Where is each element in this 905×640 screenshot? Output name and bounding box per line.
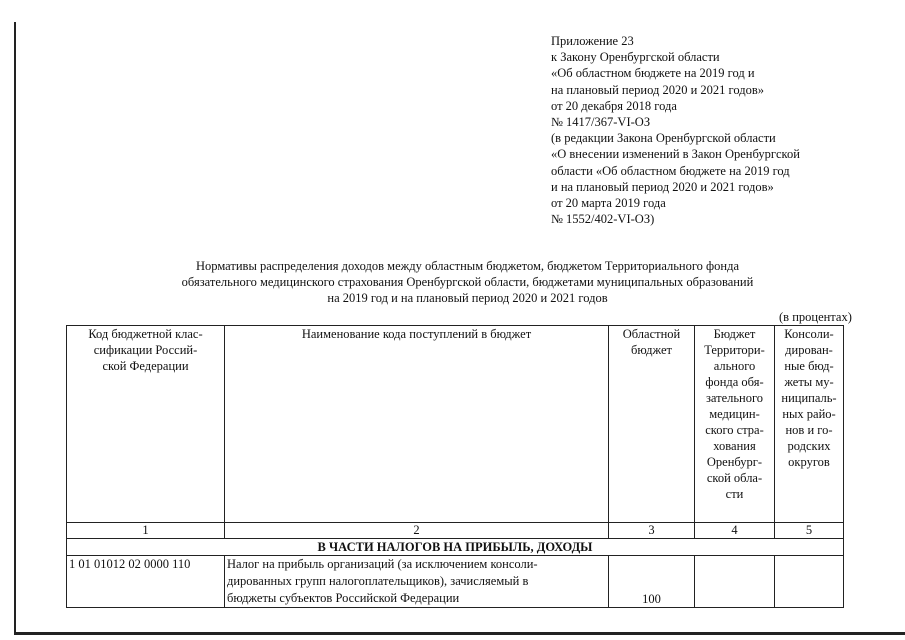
appendix-line: № 1417/367-VI-ОЗ [551,115,651,130]
municipal-share-cell [775,556,844,608]
column-number: 2 [225,523,609,539]
tfoms-share-cell [695,556,775,608]
appendix-line: «О внесении изменений в Закон Оренбургской [551,147,800,162]
appendix-line: от 20 марта 2019 года [551,196,666,211]
section-row [67,539,844,556]
appendix-line: Приложение 23 [551,34,634,48]
budget-code-cell: 1 01 01012 02 0000 110 [67,556,225,608]
header-municipal-budgets: Консоли- дирован- ные бюд- жеты му- ниципаль- ных райо- нов и го- родских округов [775,326,844,523]
appendix-line: «Об областном бюджете на 2019 год и [551,66,755,81]
scan-edge-bottom [14,632,905,635]
appendix-line: к Закону Оренбургской области [551,50,720,65]
column-number-row [67,523,844,539]
column-number: 3 [609,523,695,539]
header-budget-code: Код бюджетной клас- сификации Россий- ской Федерации [67,326,225,523]
scan-edge-left [14,22,16,634]
appendix-line: и на плановый период 2020 и 2021 годов» [551,179,774,194]
title-line: на 2019 год и на плановый период 2020 и 2021 годов [327,291,608,305]
table-row [67,556,844,608]
header-regional-budget: Областной бюджет [609,326,695,523]
section-title: В ЧАСТИ НАЛОГОВ НА ПРИБЫЛЬ, ДОХОДЫ [67,539,844,556]
column-number: 4 [695,523,775,539]
appendix-note [551,33,881,227]
title-line: Нормативы распределения доходов между областным бюджетом, бюджетом Территориального фонда [196,259,739,273]
title-line: обязательного медицинского страхования Оренбургской области, бюджетами муниципальных образований [181,275,754,289]
appendix-line: (в редакции Закона Оренбургской области [551,131,776,146]
appendix-line: области «Об областном бюджете на 2019 год [551,163,790,178]
unit-note: (в процентах) [779,310,852,324]
table-header-row [67,326,844,523]
revenue-name-cell: Налог на прибыль организаций (за исключением консоли- дированных групп налогоплательщиков), зачисляемый в бюджеты субъектов Российской Федерации [225,556,609,608]
appendix-line: от 20 декабря 2018 года [551,98,677,113]
appendix-line: на плановый период 2020 и 2021 годов» [551,82,764,97]
header-revenue-name: Наименование кода поступлений в бюджет [225,326,609,523]
column-number: 5 [775,523,844,539]
column-number: 1 [67,523,225,539]
distribution-table [66,325,844,608]
appendix-line: № 1552/402-VI-ОЗ) [551,212,655,227]
regional-share-cell: 100 [609,556,695,608]
document-title [60,258,875,306]
header-tfoms-budget: Бюджет Территори- ального фонда обя- зательного медицин- ского стра- хования Оренбург- ской обла- сти [695,326,775,523]
